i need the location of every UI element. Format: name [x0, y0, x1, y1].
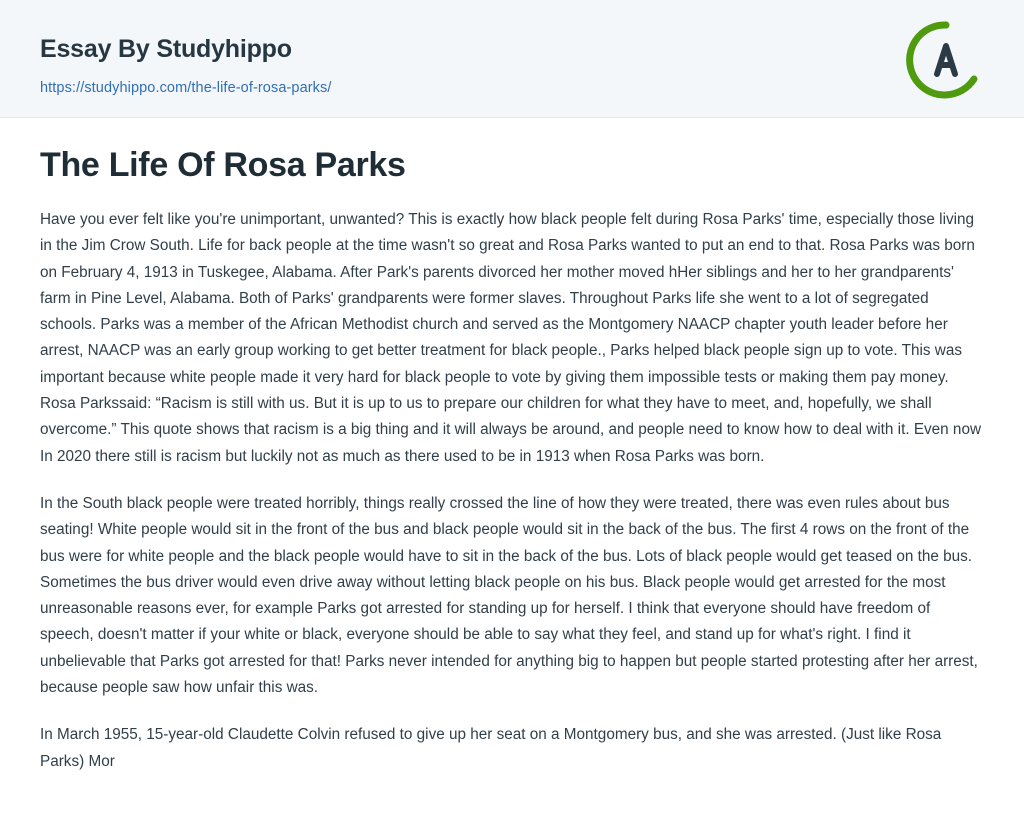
page-header: [0, 0, 1024, 118]
article-paragraph: In the South black people were treated horribly, things really crossed the line of how they were treated, there was even rules about bus seating! White people would sit in the front of the bus and black people would sit in the back of the bus. The first 4 rows on the front of the bus were for white people and the black people would have to sit in the back of the bus. Lots of black people would get teased on the bus. Sometimes the bus driver would even drive away without letting black people on his bus. Black people would get arrested for the most unreasonable reasons ever, for example Parks got arrested for standing up for herself. I think that everyone should have freedom of speech, doesn't matter if your white or black, everyone should be able to say what they feel, and stand up for what's right. I find it unbelievable that Parks got arrested for that! Parks never intended for anything big to happen but people started protesting after her arrest, because people saw how unfair this was.: [40, 494, 978, 697]
brand-block: [40, 36, 332, 97]
brand-title: Essay By Studyhippo: [40, 35, 292, 63]
studyhippo-logo-icon: [906, 20, 986, 100]
article-paragraph: Have you ever felt like you're unimportant, unwanted? This is exactly how black people felt during Rosa Parks' time, especially those living in the Jim Crow South. Life for back people at the time wasn't so great and Rosa Parks wanted to put an end to that. Rosa Parks was born on February 4, 1913 in Tuskegee, Alabama. After Park's parents divorced her mother moved hHer siblings and her to her grandparents' farm in Pine Level, Alabama. Both of Parks' grandparents were former slaves. Throughout Parks life she went to a lot of segregated schools. Parks was a member of the African Methodist church and served as the Montgomery NAACP chapter youth leader before her arrest, NAACP was an early group working to get better treatment for black people., Parks helped black people sign up to vote. This was important because white people made it very hard for black people to vote by giving them impossible tests or making them pay money. Rosa Parkssaid: “Racism is still with us. But it is up to us to prepare our children for what they have to meet, and, hopefully, we shall overcome.” This quote shows that racism is a big thing and it will always be around, and people need to know how to deal with it. Even now In 2020 there still is racism but luckily not as much as there used to be in 1913 when Rosa Parks was born.: [40, 211, 981, 465]
article-paragraph: In March 1955, 15-year-old Claudette Colvin refused to give up her seat on a Montgomery bus, and she was arrested. (Just like Rosa Parks) Mor: [40, 726, 942, 770]
article-body: [40, 207, 982, 775]
article-container: [0, 118, 1024, 775]
source-url-link[interactable]: https://studyhippo.com/the-life-of-rosa-parks/: [40, 79, 332, 96]
page-title: The Life Of Rosa Parks: [40, 146, 406, 184]
